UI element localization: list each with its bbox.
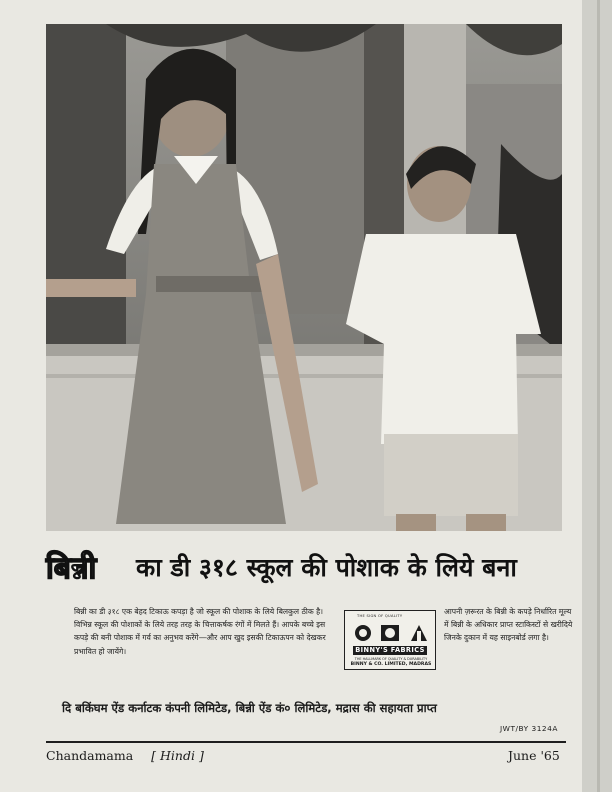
agency-code: JWT/BY 3124A xyxy=(500,724,558,733)
children-school-uniform-photo-icon xyxy=(46,24,562,531)
brand-name: बिन्नी xyxy=(46,551,97,586)
body-copy-left: बिन्नी का डी ३१८ एक बेहद टिकाऊ कपड़ा है जो स्कूल की पोशाक के लिये बिलकुल ठीक है। विभिन्न स्कूल की पोशाकों के लिये तरह तरह के चित्ताकर्षक रंगों में मिलते हैं। आपके बच्चे इस कपड़े की बनी पोशाक में गर्व का अनुभव करेंगे—और आप खुद इसकी टिकाऊपन को देखकर प्रभावित हो जायेंगे। xyxy=(74,607,326,656)
logo-fabrics-label: BINNY'S FABRICS xyxy=(353,646,427,655)
company-credit-line: दि बकिंघम ऐंड कर्नाटक कंपनी लिमिटेड, बिन्नी ऐंड कं० लिमिटेड, मद्रास की सहायता प्राप्त xyxy=(62,701,437,715)
magazine-masthead xyxy=(46,748,204,763)
magazine-language: [ Hindi ] xyxy=(151,748,204,763)
logo-topline: THE SIGN OF QUALITY xyxy=(357,614,403,618)
logo-tagline: THE HALLMARK OF QUALITY & DURABILITY xyxy=(354,657,428,661)
page-edge-shadow xyxy=(597,0,600,792)
magazine-title: Chandamama xyxy=(46,748,134,763)
emblem-icons xyxy=(349,621,433,645)
logo-company: BINNY & CO. LIMITED, MADRAS xyxy=(350,662,432,667)
binny-fabrics-logo xyxy=(344,610,436,670)
footer-rule xyxy=(46,741,566,743)
headline xyxy=(46,544,566,592)
issue-date: June '65 xyxy=(508,748,560,763)
body-copy-right: आपनी ज़रूरत के बिन्नी के कपड़े निर्धारित मूल्य में बिन्नी के अधिकार प्राप्त स्टाकिस्टों से खरीदिये जिनके दुकान में यह साइनबोर्ड लगा है। xyxy=(444,607,573,643)
headline-text: का डी ३१८ स्कूल की पोशाक के लिये बना xyxy=(136,553,517,582)
advert-photo xyxy=(46,24,562,531)
